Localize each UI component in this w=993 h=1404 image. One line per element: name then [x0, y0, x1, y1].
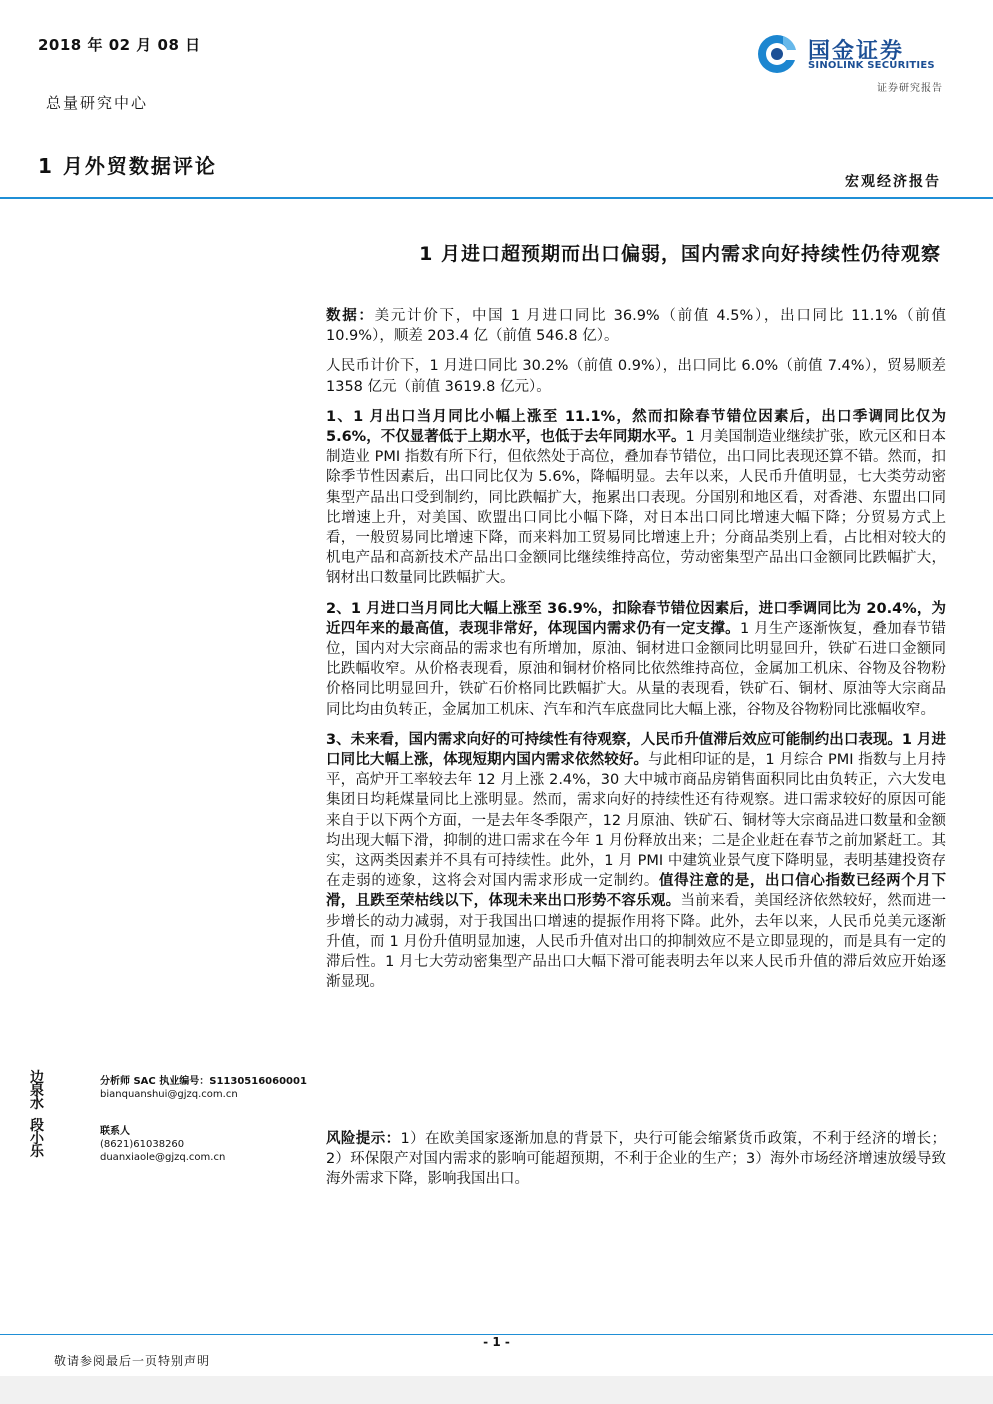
report-date: 2018 年 02 月 08 日: [38, 36, 201, 54]
disclaimer-note: 敬请参阅最后一页特别声明: [54, 1354, 211, 1368]
analyst-email[interactable]: bianquanshui@gjzq.com.cn: [100, 1089, 238, 1100]
paragraph-outlook: [326, 730, 946, 993]
paragraph-lead-2: 值得注意的是，出口信心指数已经两个月下滑，且跌至荣枯线以下，体现未来出口形势不容乐观。: [326, 873, 947, 910]
paragraph-lead: 1、1 月出口当月同比小幅上涨至 11.1%，然而扣除春节错位因素后，出口季调同比仅为 5.6%，不仅显著低于上期水平，也低于去年同期水平。: [326, 408, 946, 446]
header-divider: [0, 197, 993, 199]
paragraph-text: 1 月美国制造业继续扩张，欧元区和日本制造业 PMI 指数有所下行，但依然处于高位，叠加春节错位，出口同比表现还算不错。然而，扣除季节性因素后，出口同比仅为 5.6%，降幅明显。去年以来，人民币升值明显，七大类劳动密集型产品出口受到制约，同比跌幅扩大，拖累出口表现。分国别和地区看，对香港、东盟出口同比增速上升，对美国、欧盟出口同比小幅下降，对日本出口同比增速大幅下降；分贸易方式上看，一般贸易同比增速下降，而来料加工贸易同比增速上升；分商品类别上看，占比相对较大的机电产品和高新技术产品出口金额同比继续维持高位，劳动密集型产品出口金额同比跌幅扩大，钢材出口数量同比跌幅扩大。: [326, 429, 946, 587]
risk-lead: 风险提示：: [326, 1131, 401, 1147]
logo-english-name: SINOLINK SECURITIES: [808, 60, 935, 71]
logo-subtitle: 证券研究报告: [877, 83, 943, 94]
paragraph-text: 美元计价下，中国 1 月进口同比 36.9%（前值 4.5%），出口同比 11.1%（前值 10.9%），顺差 203.4 亿（前值 546.8 亿）。: [326, 308, 947, 345]
paragraph-text: 与此相印证的是，1 月综合 PMI 指数与上月持平，高炉开工率较去年 12 月上涨 2.4%，30 大中城市商品房销售面积同比由负转正，六大发电集团日均耗煤量同比上涨明显。然而，需求向好的持续性还有待观察。进口需求较好的原因可能来自于以下两个方面，一是去年冬季限产，12 月原油、铁矿石、铜材等大宗商品进口数量和金额均出现大幅下滑，抑制的进口需求在今年 1 月份释放出来；二是企业赶在春节之前加紧赶工。其实，这两类因素并不具有可持续性。此外，1 月 PMI 中建筑业景气度下降明显，表明基建投资存在走弱的迹象，这将会对国内需求形成一定制约。: [326, 752, 946, 890]
contact-phone: (8621)61038260: [100, 1139, 185, 1150]
paragraph-rmb: [326, 356, 946, 396]
logo-name: 国金证券: [808, 39, 905, 64]
paragraph-lead: 3、未来看，国内需求向好的可持续性有待观察，人民币升值滞后效应可能制约出口表现。1 月进口同比大幅上涨，体现短期内国内需求依然较好。: [326, 731, 946, 769]
report-type-label: 宏观经济报告: [845, 174, 941, 190]
paragraph-text: 1 月生产逐渐恢复，叠加春节错位，国内对大宗商品的需求也有所增加，原油、铜材进口金额同比明显回升，铁矿石进口金额同比跌幅收窄。从价格表现看，原油和铜材价格同比依然维持高位，金属加工机床、谷物及谷物粉价格同比明显回升，铁矿石价格同比跌幅扩大。从量的表现看，铁矿石、铜材、原油等大宗商品同比均由负转正，金属加工机床、汽车和汽车底盘同比大幅上涨，谷物及谷物粉同比涨幅收窄。: [326, 620, 946, 718]
report-body: [326, 306, 946, 1003]
risk-warning: [326, 1129, 946, 1190]
contact-email[interactable]: duanxiaole@gjzq.com.cn: [100, 1152, 226, 1163]
paragraph-lead: 数据：: [326, 308, 375, 324]
paragraph-exports: [326, 407, 946, 589]
paragraph-imports: [326, 599, 946, 720]
document-title: 1 月外贸数据评论: [38, 154, 217, 178]
paragraph-lead: 2、1 月进口当月同比大幅上涨至 36.9%，扣除春节错位因素后，进口季调同比为 20.4%，为近四年来的最高值，表现非常好，体现国内需求仍有一定支撑。: [326, 600, 946, 637]
footer-band: [0, 1376, 993, 1404]
paragraph-text-2: 当前来看，美国经济依然较好，然而进一步增长的动力减弱，对于我国出口增速的提振作用将下降。此外，去年以来，人民币兑美元逐渐升值，而 1 月份升值明显加速，人民币升值对出口的抑制效应不是立即显现的，而是具有一定的滞后性。1 月七大劳动密集型产品出口大幅下滑可能表明去年以来人民币升值的滞后效应开始逐渐显现。: [326, 893, 946, 991]
contact-role: 联系人: [100, 1126, 130, 1137]
department-label: 总量研究中心: [46, 94, 149, 112]
paragraph-data: [326, 306, 946, 346]
contact-name: 段小乐: [30, 1118, 46, 1160]
analyst-sac-id: 分析师 SAC 执业编号：S1130516060001: [100, 1076, 307, 1087]
headline: 1 月进口超预期而出口偏弱，国内需求向好持续性仍待观察: [419, 243, 941, 265]
risk-text: 1）在欧美国家逐渐加息的背景下，央行可能会缩紧货币政策，不利于经济的增长；2）环保限产对国内需求的影响可能超预期，不利于企业的生产；3）海外市场经济增速放缓导致海外需求下降，影响我国出口。: [326, 1131, 946, 1188]
analyst-name: 边泉水: [30, 1070, 46, 1112]
paragraph-text: 人民币计价下，1 月进口同比 30.2%（前值 0.9%），出口同比 6.0%（前值 7.4%），贸易顺差 1358 亿元（前值 3619.8 亿元）。: [326, 358, 946, 395]
page-number: - 1 -: [483, 1335, 510, 1349]
